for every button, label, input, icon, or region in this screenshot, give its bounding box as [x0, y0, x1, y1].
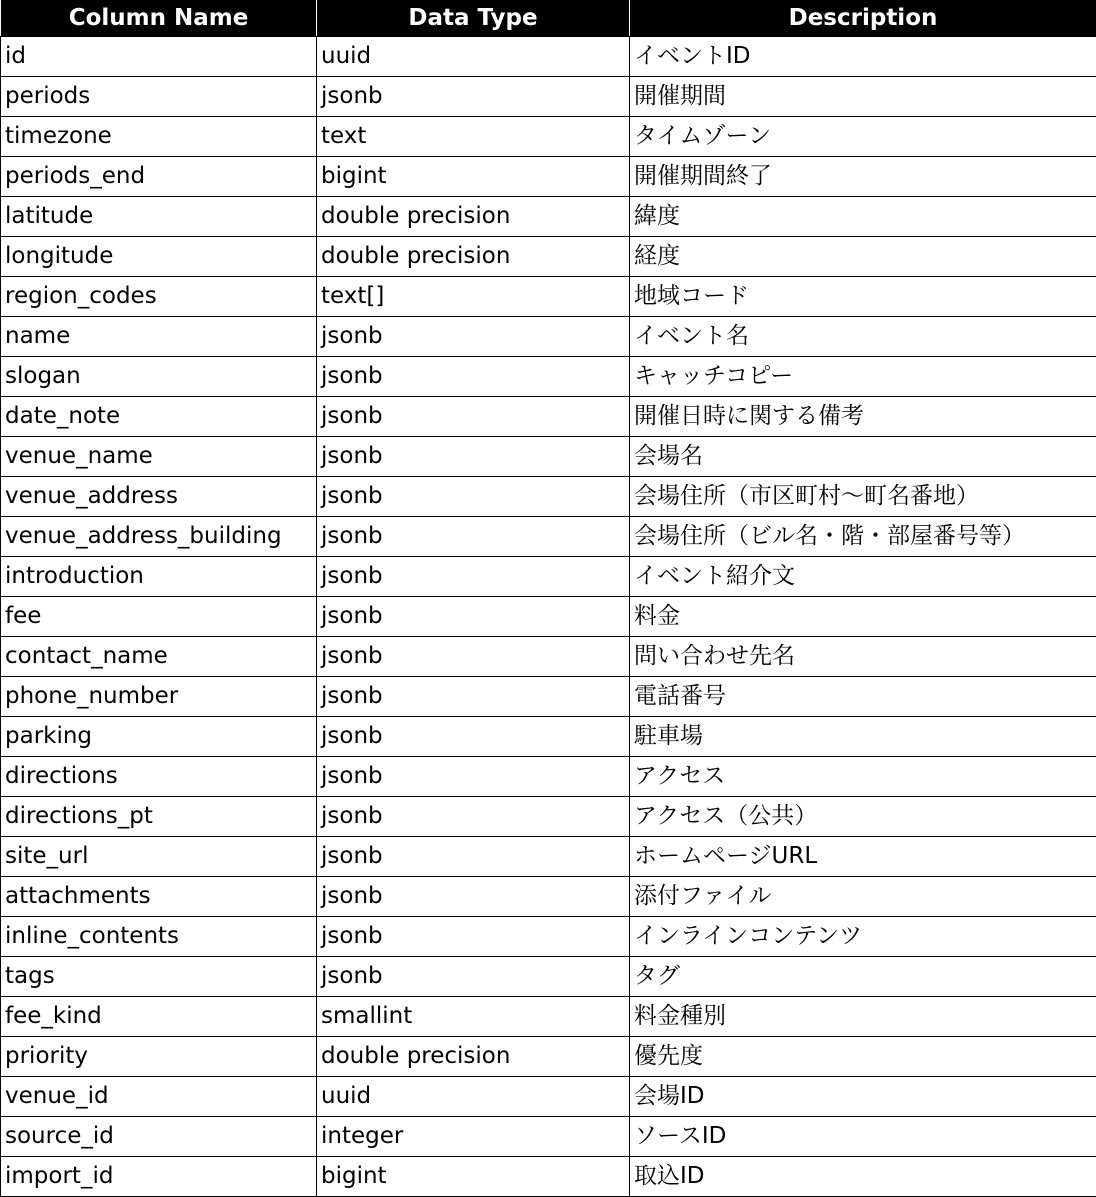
cell-column-name: source_id	[1, 1117, 317, 1157]
cell-description: 料金	[630, 597, 1096, 637]
table-row	[1, 117, 1096, 157]
cell-data-type: text[]	[317, 277, 630, 317]
cell-column-name: date_note	[1, 397, 317, 437]
cell-column-name: region_codes	[1, 277, 317, 317]
table-row	[1, 1077, 1096, 1117]
table-row	[1, 37, 1096, 77]
cell-column-name: tags	[1, 957, 317, 997]
cell-column-name: priority	[1, 1037, 317, 1077]
cell-column-name: parking	[1, 717, 317, 757]
cell-data-type: text	[317, 117, 630, 157]
cell-description: アクセス（公共）	[630, 797, 1096, 837]
cell-column-name: fee_kind	[1, 997, 317, 1037]
cell-description: 経度	[630, 237, 1096, 277]
table-header	[1, 0, 1096, 37]
cell-description: 会場住所（市区町村～町名番地）	[630, 477, 1096, 517]
cell-data-type: jsonb	[317, 517, 630, 557]
cell-column-name: phone_number	[1, 677, 317, 717]
cell-description: 開催期間終了	[630, 157, 1096, 197]
cell-data-type: jsonb	[317, 757, 630, 797]
cell-data-type: jsonb	[317, 397, 630, 437]
cell-data-type: jsonb	[317, 717, 630, 757]
cell-column-name: attachments	[1, 877, 317, 917]
cell-data-type: jsonb	[317, 797, 630, 837]
cell-column-name: periods	[1, 77, 317, 117]
table-body	[1, 37, 1096, 1197]
cell-description: 問い合わせ先名	[630, 637, 1096, 677]
cell-description: イベント紹介文	[630, 557, 1096, 597]
cell-description: 会場名	[630, 437, 1096, 477]
cell-column-name: latitude	[1, 197, 317, 237]
cell-description: 地域コード	[630, 277, 1096, 317]
cell-column-name: venue_id	[1, 1077, 317, 1117]
cell-column-name: directions_pt	[1, 797, 317, 837]
cell-data-type: jsonb	[317, 677, 630, 717]
cell-column-name: contact_name	[1, 637, 317, 677]
cell-column-name: inline_contents	[1, 917, 317, 957]
cell-column-name: name	[1, 317, 317, 357]
cell-description: 取込ID	[630, 1157, 1096, 1197]
cell-description: 電話番号	[630, 677, 1096, 717]
cell-data-type: double precision	[317, 197, 630, 237]
table-row	[1, 797, 1096, 837]
table-row	[1, 477, 1096, 517]
cell-data-type: jsonb	[317, 317, 630, 357]
cell-description: イベント名	[630, 317, 1096, 357]
cell-column-name: introduction	[1, 557, 317, 597]
cell-description: 会場住所（ビル名・階・部屋番号等）	[630, 517, 1096, 557]
cell-data-type: uuid	[317, 1077, 630, 1117]
cell-column-name: venue_name	[1, 437, 317, 477]
cell-column-name: venue_address	[1, 477, 317, 517]
table-row	[1, 437, 1096, 477]
cell-data-type: jsonb	[317, 597, 630, 637]
table-row	[1, 1117, 1096, 1157]
table-row	[1, 917, 1096, 957]
cell-description: アクセス	[630, 757, 1096, 797]
cell-data-type: jsonb	[317, 477, 630, 517]
table-row	[1, 837, 1096, 877]
cell-data-type: jsonb	[317, 437, 630, 477]
cell-data-type: double precision	[317, 237, 630, 277]
table-row	[1, 317, 1096, 357]
cell-column-name: periods_end	[1, 157, 317, 197]
table-row	[1, 77, 1096, 117]
table-row	[1, 157, 1096, 197]
table-row	[1, 597, 1096, 637]
cell-description: 駐車場	[630, 717, 1096, 757]
table-row	[1, 997, 1096, 1037]
cell-data-type: bigint	[317, 157, 630, 197]
table-row	[1, 677, 1096, 717]
cell-column-name: site_url	[1, 837, 317, 877]
cell-description: タグ	[630, 957, 1096, 997]
table-row	[1, 637, 1096, 677]
table-row	[1, 877, 1096, 917]
cell-column-name: directions	[1, 757, 317, 797]
cell-column-name: fee	[1, 597, 317, 637]
table-row	[1, 757, 1096, 797]
table-row	[1, 357, 1096, 397]
cell-description: 優先度	[630, 1037, 1096, 1077]
cell-data-type: jsonb	[317, 77, 630, 117]
cell-description: ホームページURL	[630, 837, 1096, 877]
cell-description: イベントID	[630, 37, 1096, 77]
table-row	[1, 1037, 1096, 1077]
cell-column-name: import_id	[1, 1157, 317, 1197]
cell-data-type: jsonb	[317, 837, 630, 877]
cell-data-type: jsonb	[317, 637, 630, 677]
cell-data-type: integer	[317, 1117, 630, 1157]
cell-description: キャッチコピー	[630, 357, 1096, 397]
header-data-type: Data Type	[317, 0, 630, 37]
cell-description: 開催日時に関する備考	[630, 397, 1096, 437]
cell-description: 料金種別	[630, 997, 1096, 1037]
cell-description: 会場ID	[630, 1077, 1096, 1117]
cell-description: タイムゾーン	[630, 117, 1096, 157]
cell-description: 添付ファイル	[630, 877, 1096, 917]
table-row	[1, 197, 1096, 237]
cell-column-name: timezone	[1, 117, 317, 157]
cell-description: 緯度	[630, 197, 1096, 237]
cell-data-type: smallint	[317, 997, 630, 1037]
table-row	[1, 957, 1096, 997]
cell-description: ソースID	[630, 1117, 1096, 1157]
cell-column-name: longitude	[1, 237, 317, 277]
header-description: Description	[630, 0, 1096, 37]
cell-data-type: jsonb	[317, 357, 630, 397]
cell-data-type: double precision	[317, 1037, 630, 1077]
table-row	[1, 277, 1096, 317]
cell-data-type: jsonb	[317, 557, 630, 597]
cell-description: 開催期間	[630, 77, 1096, 117]
cell-data-type: bigint	[317, 1157, 630, 1197]
table-row	[1, 717, 1096, 757]
cell-data-type: jsonb	[317, 917, 630, 957]
table-row	[1, 557, 1096, 597]
table-row	[1, 517, 1096, 557]
cell-description: インラインコンテンツ	[630, 917, 1096, 957]
table-row	[1, 1157, 1096, 1197]
cell-data-type: jsonb	[317, 877, 630, 917]
header-column-name: Column Name	[1, 0, 317, 37]
table-row	[1, 397, 1096, 437]
cell-column-name: venue_address_building	[1, 517, 317, 557]
cell-data-type: jsonb	[317, 957, 630, 997]
cell-column-name: id	[1, 37, 317, 77]
table-row	[1, 237, 1096, 277]
cell-data-type: uuid	[317, 37, 630, 77]
cell-column-name: slogan	[1, 357, 317, 397]
header-row	[1, 0, 1096, 37]
